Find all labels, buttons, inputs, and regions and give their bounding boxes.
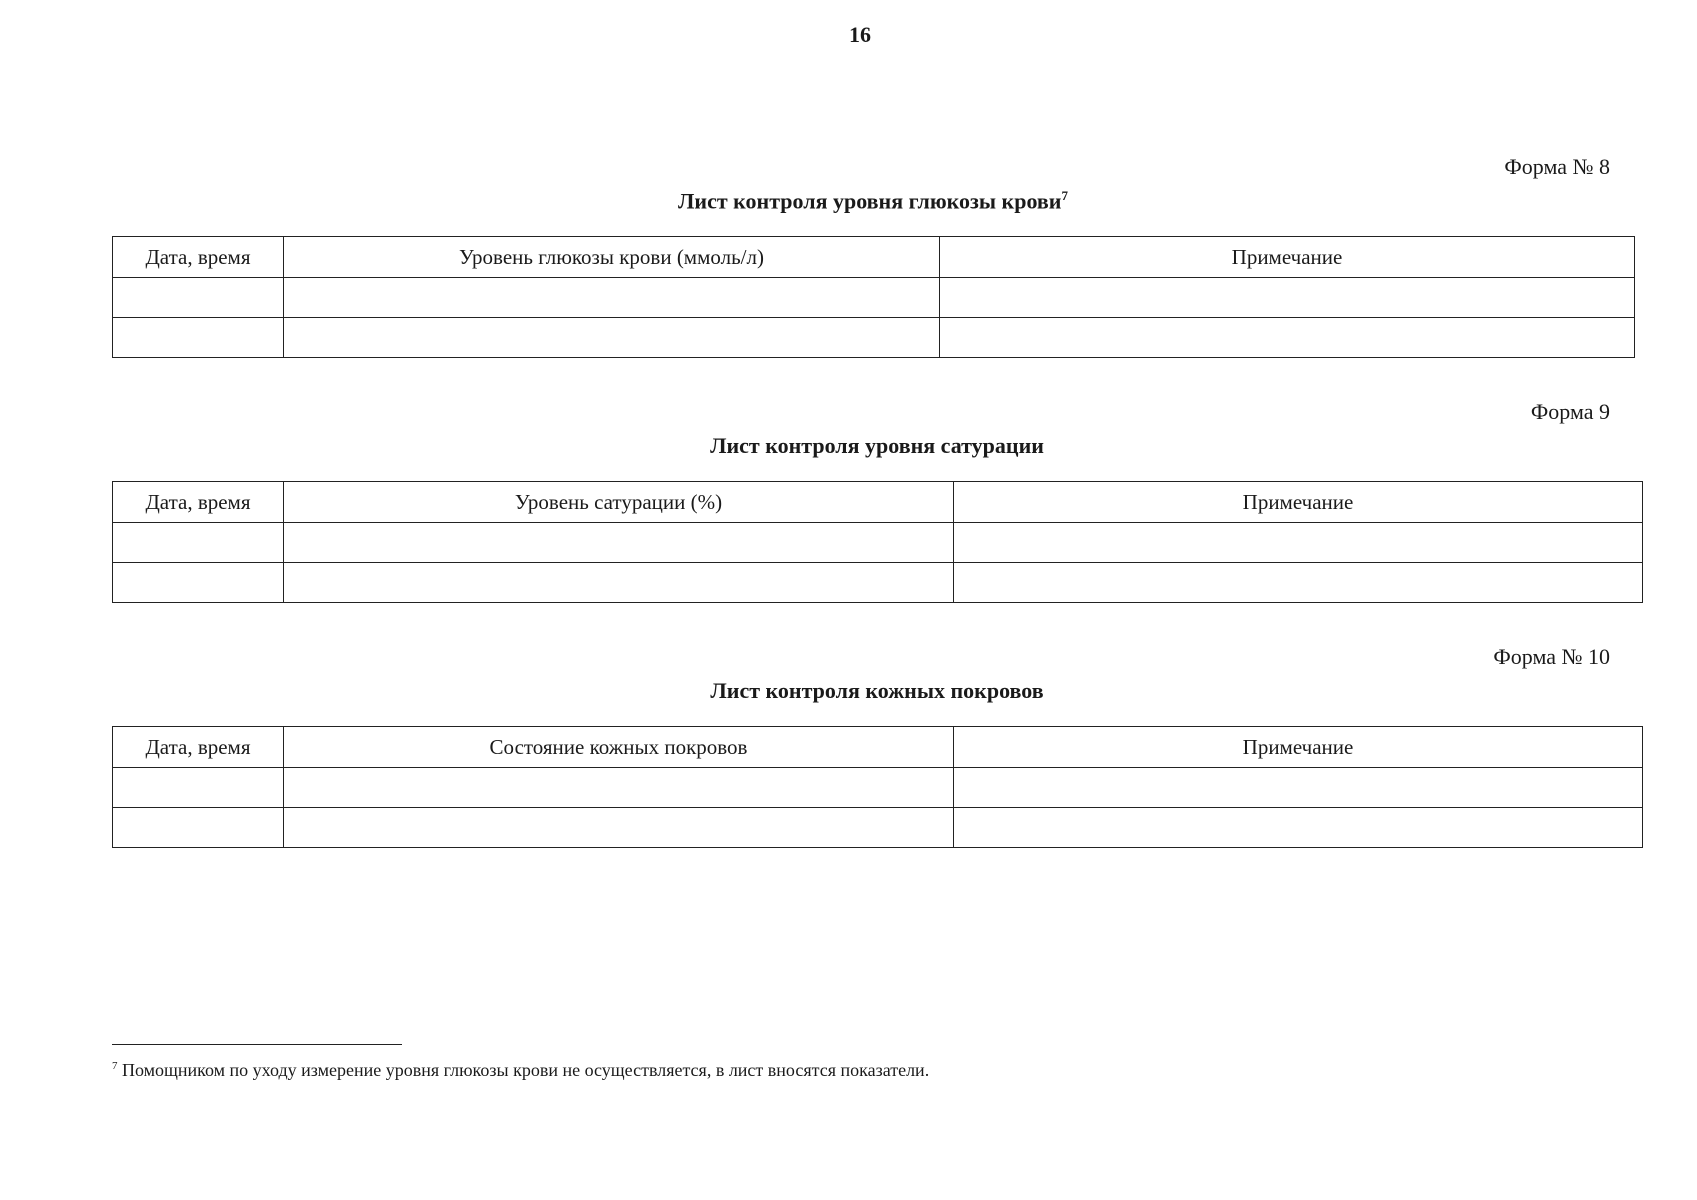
table-cell[interactable] — [284, 808, 954, 848]
table-cell[interactable] — [284, 318, 940, 358]
table-cell[interactable] — [113, 523, 284, 563]
form-label: Форма 9 — [1530, 399, 1610, 424]
footnote-ref: 7 — [112, 1060, 118, 1072]
footnote-text: Помощником по уходу измерение уровня глюкозы крови не осуществляется, в лист вносятся показатели. — [122, 1060, 930, 1080]
page-number: 16 — [849, 22, 871, 47]
table-cell[interactable] — [113, 808, 284, 848]
column-header-note: Примечание — [954, 482, 1643, 523]
form-8 — [112, 150, 1634, 370]
footnote-ref: 7 — [1061, 188, 1068, 203]
table-cell[interactable] — [284, 768, 954, 808]
table-cell[interactable] — [284, 523, 954, 563]
form-title — [112, 433, 1642, 459]
form-title-text: Лист контроля уровня глюкозы крови — [678, 188, 1062, 214]
column-header-date-time: Дата, время — [113, 237, 284, 278]
footnote-divider — [112, 1044, 402, 1045]
column-header-note: Примечание — [940, 237, 1635, 278]
table-cell[interactable] — [113, 318, 284, 358]
form-9 — [112, 395, 1642, 615]
column-header-date-time: Дата, время — [113, 727, 284, 768]
table-header-row — [113, 237, 1635, 278]
table-row — [113, 768, 1643, 808]
form-label: Форма № 8 — [1504, 154, 1610, 179]
form-10 — [112, 640, 1642, 860]
table-cell[interactable] — [940, 278, 1635, 318]
table-cell[interactable] — [113, 563, 284, 603]
form-title — [112, 188, 1634, 214]
footnote — [112, 1060, 929, 1081]
table-cell[interactable] — [113, 278, 284, 318]
table-cell[interactable] — [284, 278, 940, 318]
form-title — [112, 678, 1642, 704]
skin-control-table — [112, 726, 1643, 848]
table-cell[interactable] — [113, 768, 284, 808]
table-cell[interactable] — [954, 808, 1643, 848]
saturation-control-table — [112, 481, 1643, 603]
table-header-row — [113, 727, 1643, 768]
column-header-skin-condition: Состояние кожных покровов — [284, 727, 954, 768]
form-title-text: Лист контроля кожных покровов — [710, 678, 1044, 703]
form-label: Форма № 10 — [1493, 644, 1610, 669]
form-title-text: Лист контроля уровня сатурации — [710, 433, 1044, 458]
table-row — [113, 523, 1643, 563]
table-row — [113, 563, 1643, 603]
column-header-saturation-level: Уровень сатурации (%) — [284, 482, 954, 523]
table-cell[interactable] — [284, 563, 954, 603]
column-header-note: Примечание — [954, 727, 1643, 768]
table-cell[interactable] — [954, 768, 1643, 808]
table-cell[interactable] — [954, 523, 1643, 563]
glucose-control-table — [112, 236, 1635, 358]
column-header-glucose-level: Уровень глюкозы крови (ммоль/л) — [284, 237, 940, 278]
table-row — [113, 808, 1643, 848]
table-cell[interactable] — [954, 563, 1643, 603]
table-header-row — [113, 482, 1643, 523]
table-row — [113, 318, 1635, 358]
table-cell[interactable] — [940, 318, 1635, 358]
table-row — [113, 278, 1635, 318]
column-header-date-time: Дата, время — [113, 482, 284, 523]
